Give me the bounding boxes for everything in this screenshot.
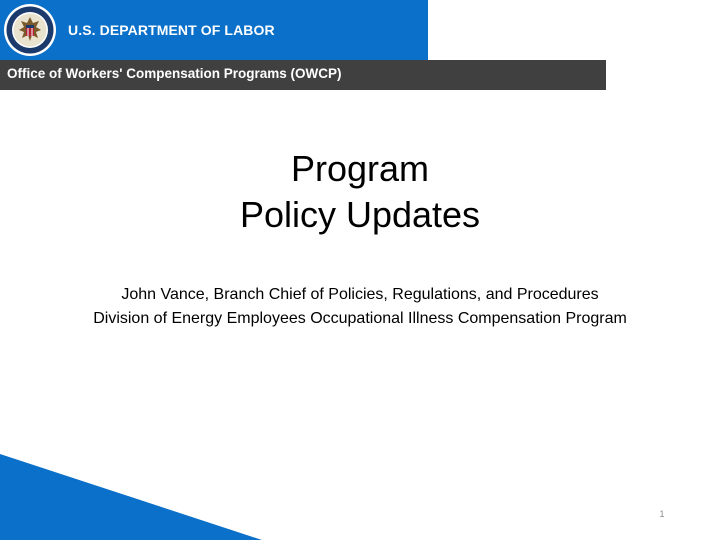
page-number: 1 bbox=[659, 509, 665, 519]
owcp-banner bbox=[0, 60, 606, 90]
department-header bbox=[0, 0, 428, 60]
department-name: U.S. DEPARTMENT OF LABOR bbox=[68, 22, 275, 38]
presenter-info bbox=[0, 283, 720, 331]
slide-title bbox=[0, 146, 720, 238]
presenter-line-1: John Vance, Branch Chief of Policies, Regulations, and Procedures bbox=[121, 286, 599, 303]
corner-accent-shape bbox=[0, 454, 262, 540]
owcp-banner-text: Office of Workers' Compensation Programs (OWCP) bbox=[7, 66, 342, 81]
title-line-1: Program bbox=[290, 148, 430, 189]
presenter-line-2: Division of Energy Employees Occupational Illness Compensation Program bbox=[93, 310, 627, 327]
dol-seal-icon bbox=[3, 3, 57, 57]
title-line-2: Policy Updates bbox=[239, 194, 481, 235]
